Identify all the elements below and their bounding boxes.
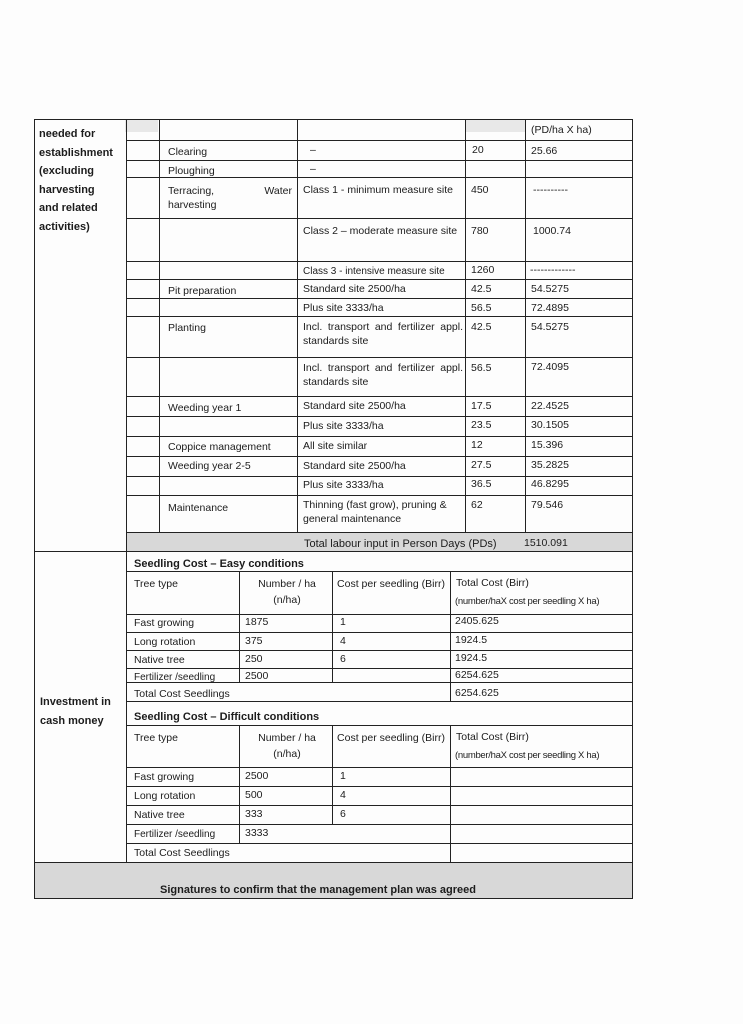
- easy-number-fertilizer: 2500: [245, 670, 269, 682]
- total-planting-1: 54.5275: [531, 321, 569, 333]
- activity-planting: Planting: [168, 322, 206, 334]
- difficult-cost-fast-growing: 1: [340, 770, 346, 782]
- easy-total-native-tree: 1924.5: [455, 652, 488, 664]
- easy-header-number: Number / ha (n/ha): [258, 578, 316, 606]
- difficult-row-native-tree: Native tree: [134, 809, 185, 821]
- left-column-divider: [126, 119, 127, 862]
- difficult-header-cost: Cost per seedling (Birr): [337, 732, 445, 744]
- difficult-row-long-rotation: Long rotation: [134, 790, 196, 802]
- difficult-number-long-rotation: 500: [245, 789, 263, 801]
- pd-weeding25-standard: 27.5: [471, 459, 492, 471]
- pd-coppice: 12: [471, 439, 483, 451]
- easy-row-fertilizer: Fertilizer /seedling: [134, 672, 216, 683]
- easy-cost-native-tree: 6: [340, 653, 346, 665]
- desc-weeding1-standard: Standard site 2500/ha: [303, 400, 406, 412]
- easy-total-value: 6254.625: [455, 687, 499, 699]
- top-border: [34, 119, 633, 120]
- easy-header-cost: Cost per seedling (Birr): [337, 578, 445, 590]
- desc-class3: Class 3 - intensive measure site: [303, 266, 445, 277]
- pd-class1: 450: [471, 184, 489, 196]
- pd-planting-2: 56.5: [471, 362, 492, 374]
- pd-pit-plus: 56.5: [471, 302, 492, 314]
- investment-label: Investment in cash money: [40, 696, 111, 727]
- desc-weeding25-standard: Standard site 2500/ha: [303, 460, 406, 472]
- easy-cost-fast-growing: 1: [340, 616, 346, 628]
- outer-left-border: [34, 119, 35, 898]
- difficult-cost-native-tree: 6: [340, 808, 346, 820]
- desc-class2: Class 2 – moderate measure site: [303, 225, 458, 237]
- pd-class3: 1260: [471, 264, 495, 276]
- top-shade-cell: [125, 119, 158, 132]
- desc-planting-2: Incl. transport and fertilizer appl. standards site: [303, 362, 463, 388]
- total-planting-2: 72.4095: [531, 361, 569, 373]
- difficult-header-total: Total Cost (Birr): [456, 731, 529, 743]
- difficult-header-formula: (number/haX cost per seedling X ha): [455, 750, 600, 761]
- difficult-conditions-title: Seedling Cost – Difficult conditions: [134, 711, 320, 723]
- section-divider: [34, 551, 633, 552]
- difficult-cost-long-rotation: 4: [340, 789, 346, 801]
- activity-pit-preparation: Pit preparation: [168, 285, 237, 297]
- pd-weeding1-plus: 23.5: [471, 419, 492, 431]
- col-divider-1: [159, 119, 160, 532]
- total-weeding25-plus: 46.8295: [531, 478, 569, 490]
- total-pit-standard: 54.5275: [531, 283, 569, 295]
- total-weeding1-plus: 30.1505: [531, 419, 569, 431]
- labor-total-label: Total labour input in Person Days (PDs): [304, 538, 497, 550]
- easy-number-fast-growing: 1875: [245, 616, 269, 628]
- desc-class1: Class 1 - minimum measure site: [303, 184, 453, 196]
- easy-conditions-title: Seedling Cost – Easy conditions: [134, 558, 304, 570]
- pd-class2: 780: [471, 225, 489, 237]
- desc-weeding1-plus: Plus site 3333/ha: [303, 420, 384, 432]
- total-maintenance: 79.546: [531, 499, 564, 511]
- total-class3: -------------: [530, 264, 576, 276]
- pd-weeding25-plus: 36.5: [471, 478, 492, 490]
- easy-cost-long-rotation: 4: [340, 635, 346, 647]
- difficult-row-fertilizer: Fertilizer /seedling: [134, 829, 216, 840]
- easy-number-long-rotation: 375: [245, 635, 263, 647]
- activity-terracing: Terracing, Water harvesting: [168, 185, 292, 211]
- col-divider-3: [465, 119, 466, 532]
- desc-planting-1: Incl. transport and fertilizer appl. standards site: [303, 321, 463, 347]
- pd-maintenance: 62: [471, 499, 483, 511]
- activity-weeding-year-2-5: Weeding year 2-5: [168, 460, 251, 472]
- easy-row-long-rotation: Long rotation: [134, 636, 196, 648]
- easy-total-fast-growing: 2405.625: [455, 615, 499, 627]
- col-divider-4: [525, 119, 526, 532]
- desc-pit-standard: Standard site 2500/ha: [303, 283, 406, 295]
- total-pit-plus: 72.4895: [531, 302, 569, 314]
- difficult-total-label: Total Cost Seedlings: [134, 847, 230, 859]
- easy-total-fertilizer: 6254.625: [455, 669, 499, 681]
- pd-planting-1: 42.5: [471, 321, 492, 333]
- outer-right-border: [632, 119, 633, 898]
- desc-pit-plus: Plus site 3333/ha: [303, 302, 384, 314]
- desc-clearing: –: [310, 144, 316, 156]
- pd-weeding1-standard: 17.5: [471, 400, 492, 412]
- easy-row-fast-growing: Fast growing: [134, 617, 195, 629]
- col-divider-2: [297, 119, 298, 532]
- difficult-header-number: Number / ha (n/ha): [258, 732, 316, 760]
- easy-header-tree: Tree type: [134, 578, 178, 590]
- easy-header-formula: (number/haX cost per seedling X ha): [455, 596, 600, 607]
- activity-coppice-management: Coppice management: [168, 441, 271, 453]
- easy-row-native-tree: Native tree: [134, 654, 185, 666]
- total-clearing: 25.66: [531, 145, 558, 157]
- pd-pit-standard: 42.5: [471, 283, 492, 295]
- easy-header-total: Total Cost (Birr): [456, 577, 529, 589]
- top-shade-cell-2: [465, 119, 525, 132]
- difficult-row-fast-growing: Fast growing: [134, 771, 195, 783]
- difficult-number-fertilizer: 3333: [245, 827, 269, 839]
- top-header-unit: (PD/ha X ha): [531, 124, 592, 136]
- easy-number-native-tree: 250: [245, 653, 263, 665]
- establishment-label: needed for establishment (excluding harvesting and related activities): [39, 128, 113, 233]
- difficult-header-tree: Tree type: [134, 732, 178, 744]
- easy-total-label: Total Cost Seedlings: [134, 688, 230, 700]
- activity-maintenance: Maintenance: [168, 502, 229, 514]
- easy-total-long-rotation: 1924.5: [455, 634, 488, 646]
- activity-clearing: Clearing: [168, 146, 208, 158]
- signatures-text: Signatures to confirm that the management plan was agreed: [160, 884, 477, 896]
- activity-ploughing: Ploughing: [168, 165, 215, 177]
- desc-weeding25-plus: Plus site 3333/ha: [303, 479, 384, 491]
- total-class1: ----------: [533, 184, 568, 196]
- difficult-number-native-tree: 333: [245, 808, 263, 820]
- desc-ploughing: –: [310, 163, 316, 175]
- total-coppice: 15.396: [531, 439, 564, 451]
- total-class2: 1000.74: [533, 225, 571, 237]
- total-weeding1-standard: 22.4525: [531, 400, 569, 412]
- difficult-number-fast-growing: 2500: [245, 770, 269, 782]
- desc-coppice: All site similar: [303, 440, 368, 452]
- bottom-border: [34, 898, 633, 899]
- total-weeding25-standard: 35.2825: [531, 459, 569, 471]
- activity-weeding-year-1: Weeding year 1: [168, 402, 242, 414]
- labor-total-value: 1510.091: [524, 537, 568, 549]
- pd-clearing: 20: [472, 144, 484, 156]
- desc-maintenance: Thinning (fast grow), pruning & general maintenance: [303, 499, 447, 525]
